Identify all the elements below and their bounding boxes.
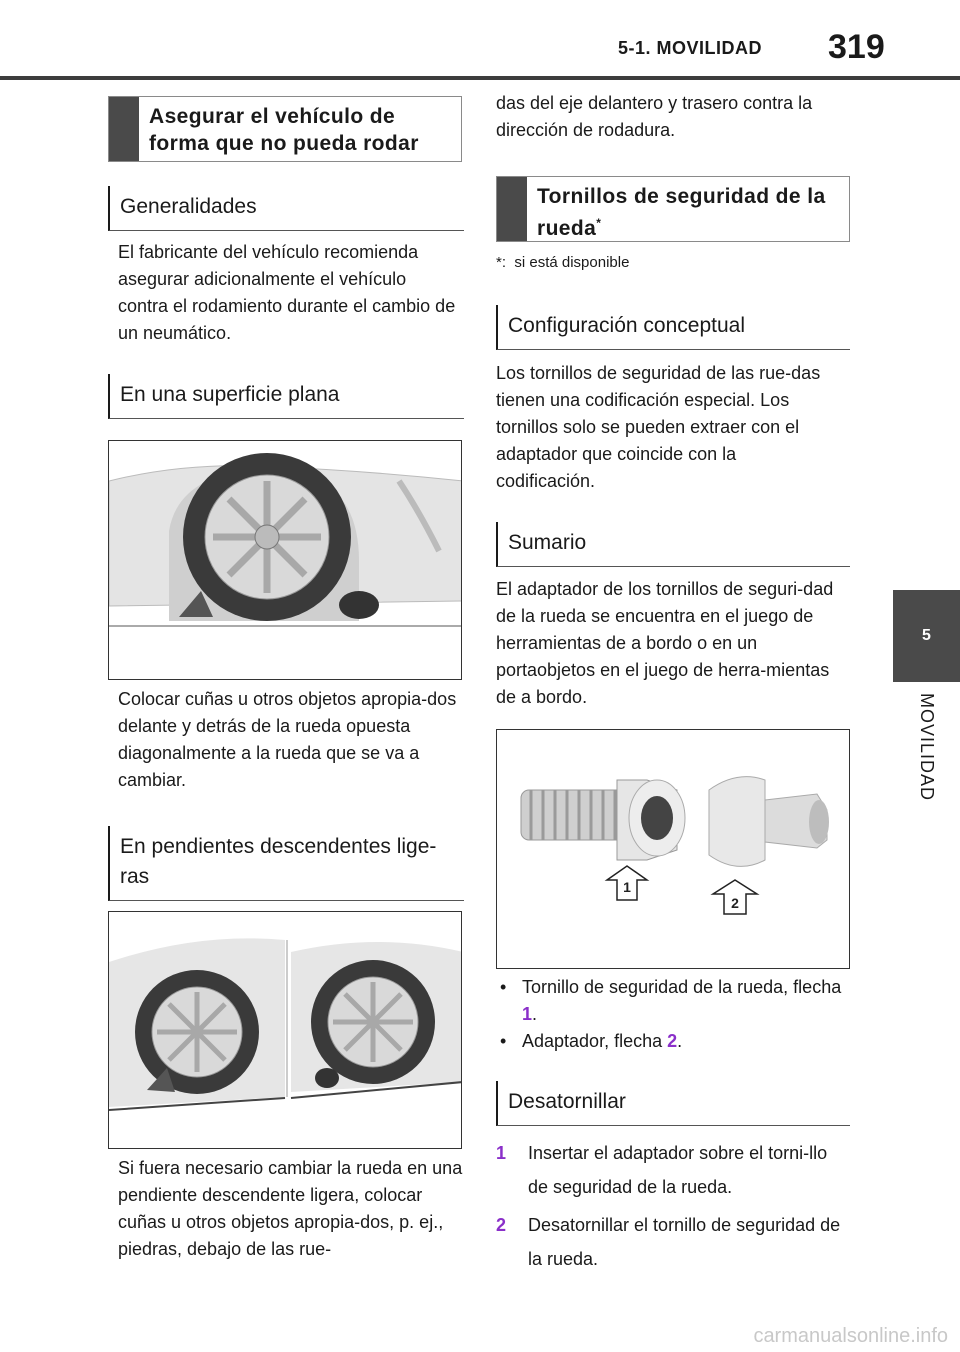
subheading-sumario: Sumario <box>496 522 850 567</box>
list-item: • Tornillo de seguridad de la rueda, flecha 1. <box>496 974 850 1028</box>
section-title: 5-1. MOVILIDAD <box>618 38 763 58</box>
paragraph-sumario: El adaptador de los tornillos de seguri-dad de la rueda se encuentra en el juego de herramientas de a bordo o en un portaobjetos en el juego de herra-mientas de a bordo. <box>496 579 834 707</box>
subheading-superficie-plana: En una superficie plana <box>108 374 464 419</box>
box-heading-secure-vehicle <box>108 96 462 162</box>
subheading-desatornillar: Desatornillar <box>496 1081 850 1126</box>
figure-security-bolt <box>496 729 850 969</box>
car-slope-illustration <box>109 912 462 1149</box>
page-number: 319 <box>828 28 885 66</box>
box-heading-security-bolts <box>496 176 850 242</box>
paragraph-superficie-plana: Colocar cuñas u otros objetos apropia-dos delante y detrás de la rueda opuesta diagonalmente a la rueda que se va a cambiar. <box>118 689 457 790</box>
heading-text: Tornillos de seguridad de la rueda* <box>537 185 826 240</box>
paragraph-continuation: das del eje delantero y trasero contra la dirección de rodadura. <box>496 93 813 140</box>
bolt-adapter-illustration <box>497 730 850 969</box>
bullet-list <box>496 974 850 1055</box>
list-item: • Adaptador, flecha 2. <box>496 1028 850 1055</box>
paragraph-generalidades: El fabricante del vehículo recomienda asegurar adicionalmente el vehículo contra el rodamiento durante el cambio de un neumático. <box>118 242 456 343</box>
heading-bar <box>109 97 139 161</box>
heading-bar <box>497 177 527 241</box>
figure-label-1: 1 <box>623 879 631 895</box>
step-item: 1 Insertar el adaptador sobre el torni-llo de seguridad de la rueda. <box>496 1143 828 1197</box>
subheading-pendientes: En pendientes descendentes lige-ras <box>108 826 464 901</box>
subheading-generalidades: Generalidades <box>108 186 464 231</box>
car-wheel-illustration <box>109 441 462 680</box>
steps-list <box>496 1136 850 1280</box>
heading-text: Asegurar el vehículo de forma que no pueda rodar <box>149 105 419 155</box>
chapter-tab-label[interactable]: MOVILIDAD <box>893 682 960 812</box>
figure-flat-surface <box>108 440 462 680</box>
subheading-configuracion: Configuración conceptual <box>496 305 850 350</box>
figure-slope <box>108 911 462 1149</box>
header-divider <box>0 76 960 80</box>
footnote-availability: *: si está disponible <box>496 254 630 271</box>
paragraph-pendientes: Si fuera necesario cambiar la rueda en una pendiente descendente ligera, colocar cuñas u otros objetos apropia-dos, p. ej., piedras, debajo de las rue- <box>118 1158 463 1259</box>
watermark[interactable]: carmanualsonline.info <box>753 1325 948 1347</box>
step-item: 2 Desatornillar el tornillo de seguridad de la rueda. <box>496 1215 841 1269</box>
figure-label-2: 2 <box>731 895 739 911</box>
paragraph-configuracion: Los tornillos de seguridad de las rue-das tienen una codificación especial. Los tornillos solo se pueden extraer con el adaptador que coincide con la codificación. <box>496 363 821 491</box>
chapter-tab-number[interactable]: 5 <box>893 590 960 682</box>
